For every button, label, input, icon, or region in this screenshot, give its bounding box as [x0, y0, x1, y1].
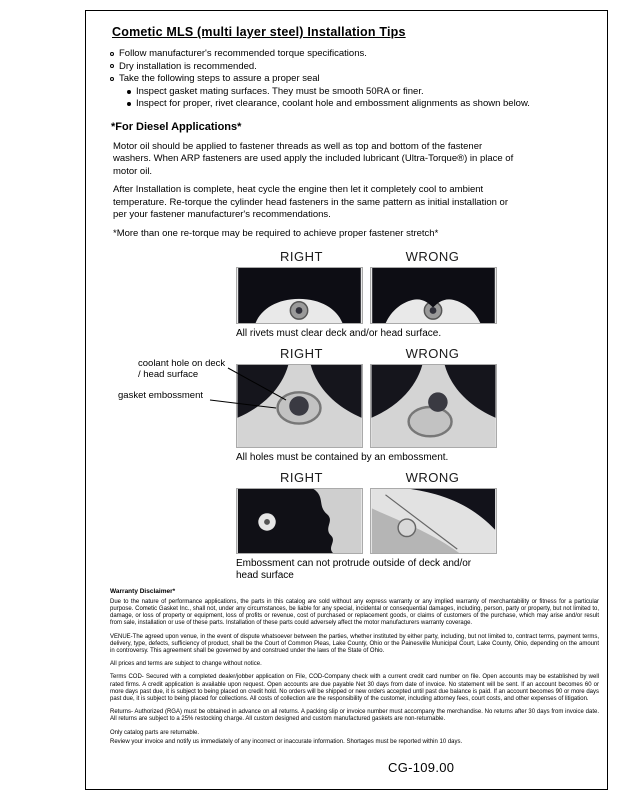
figure-caption: All holes must be contained by an embossment.: [236, 451, 449, 463]
filled-bullet-icon: [127, 102, 131, 106]
figure-caption: All rivets must clear deck and/or head surface.: [236, 327, 442, 339]
tip-text: Take the following steps to assure a proper seal: [119, 73, 320, 84]
tip-item: [110, 61, 599, 74]
coolant-hole-right-diagram: [236, 364, 363, 448]
sub-tip-item: [127, 98, 599, 111]
tip-item: [110, 48, 599, 61]
sub-tip-text: Inspect gasket mating surfaces. They must be smooth 50RA or finer.: [136, 85, 424, 97]
wrong-label: WRONG: [405, 248, 460, 264]
right-label: RIGHT: [280, 248, 323, 264]
figure-rivets: [236, 249, 498, 340]
warranty-paragraph: Terms COD- Secured with a completed dealer/jobber application on File, COD-Company check with a current credit card number on file. Open accounts may be established by well rated firms. A credit application is available upon request. Open accounts are due payable Net 30 days from date of invoice. No statement will be sent. If an account becomes 60 or more days past due, it is subject to being placed on credit hold. No orders will be shipped or new orders accepted until past due balance is paid. If an account becomes 90 or more days past due, it is subject to being placed for collections. All costs of collection are the responsibility of the customer, including attorney fees, court costs, and other expenses of litigation.: [110, 674, 599, 702]
figures-section: [118, 248, 498, 582]
rivet-wrong-diagram: [370, 267, 497, 324]
diesel-paragraph-2: After Installation is complete, heat cycle the engine then let it completely cool to ambient temperature. Re-torque the cylinder head fasteners in the same pattern as initial installation or per your fastener manufacturer's recommendations.: [113, 184, 508, 220]
diesel-paragraph-1: Motor oil should be applied to fastener threads as well as top and bottom of the fastener washers. When ARP fasteners are used apply the included lubricant (Ultra-Torque®) in place of motor oil.: [113, 140, 514, 177]
sub-tip-item: [127, 86, 599, 99]
open-bullet-icon: [110, 64, 114, 68]
warranty-section: [110, 588, 599, 746]
warranty-paragraph: All prices and terms are subject to change without notice.: [110, 661, 262, 668]
wrong-label: WRONG: [405, 469, 460, 485]
warranty-paragraph: Only catalog parts are returnable.: [110, 729, 200, 736]
figure-caption: Embossment can not protrude outside of deck and/or head surface: [236, 557, 472, 581]
coolant-hole-label: coolant hole on deck / head surface: [138, 357, 226, 380]
document-page: [85, 10, 608, 790]
open-bullet-icon: [110, 52, 114, 56]
page-title: Cometic MLS (multi layer steel) Installation Tips: [112, 25, 406, 39]
warranty-heading: Warranty Disclaimer*: [110, 587, 176, 595]
retorque-note: *More than one re-torque may be required to achieve proper fastener stretch*: [113, 227, 439, 239]
filled-bullet-icon: [127, 90, 131, 94]
warranty-paragraph: Due to the nature of performance applications, the parts in this catalog are sold without any express warranty or any implied warranty of merchantability or fitness for a particular purpose. Cometic Gasket Inc., shall not, under any circumstances, be liable for any special, incidental or consequential damages, including, person, party or property, but not limited to, damage, or loss of property or equipment, loss of profits or revenue, cost of purchased or replacement goods, or claims of customers of the purchase, which may arise and/or result from sale, installation or use of these parts. Installation of these parts could adversely affect the motor manufacturers warranty coverage.: [110, 598, 599, 627]
open-bullet-icon: [110, 77, 114, 81]
embossment-right-diagram: [236, 488, 363, 554]
tip-item: [110, 73, 599, 86]
figure-coolant-holes: [118, 345, 498, 464]
diesel-applications-heading: *For Diesel Applications*: [111, 120, 242, 133]
tip-text: Dry installation is recommended.: [119, 60, 257, 72]
right-label: RIGHT: [280, 345, 323, 361]
rivet-right-diagram: [236, 267, 363, 324]
warranty-paragraph: Returns- Authorized (RGA) must be obtained in advance on all returns. A packing slip or invoice number must accompany the merchandise. No returns after 30 days from invoice date. All returns are subject to a 25% restocking charge. All custom designed and custom manufactured gaskets are non-returnable.: [110, 709, 599, 723]
catalog-page-number: CG-109.00: [388, 760, 455, 775]
warranty-paragraph: VENUE-The agreed upon venue, in the event of dispute whatsoever between the parties, whether instituted by either party, including, but not limited to, contract terms, payment terms, delivery, type, defects, sufficiency of product, shall be the Court of Common Pleas, Lake County, Ohio or the Painesville Municipal Court, Lake County, Ohio, depending on the amount in controversy. This agreement shall be governed by and construed under the laws of the State of Ohio.: [110, 633, 599, 654]
tip-text: Follow manufacturer's recommended torque specifications.: [119, 48, 367, 59]
wrong-label: WRONG: [405, 345, 460, 361]
warranty-paragraph: Review your invoice and notify us immediately of any incorrect or inaccurate information. Shortages must be reported within 10 days.: [110, 738, 463, 745]
sub-tip-text: Inspect for proper, rivet clearance, coolant hole and embossment alignments as shown below.: [136, 98, 530, 109]
coolant-hole-wrong-diagram: [370, 364, 497, 448]
figure-embossment: [236, 470, 498, 582]
gasket-embossment-label: gasket embossment: [118, 389, 204, 401]
embossment-wrong-diagram: [370, 488, 497, 554]
right-label: RIGHT: [280, 469, 323, 485]
